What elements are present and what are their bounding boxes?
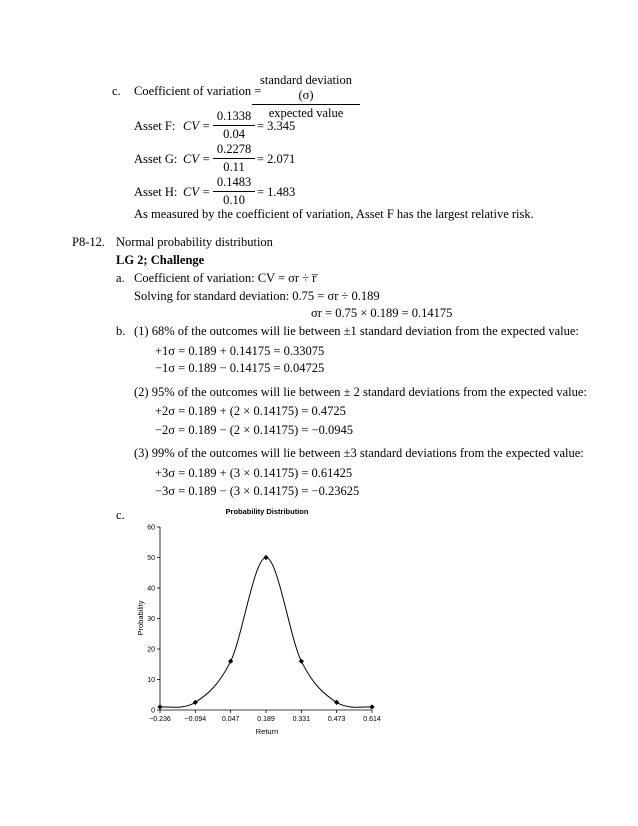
asset-h-result: = 1.483	[257, 185, 296, 199]
part-b1-eq2: −1σ = 0.189 − 0.14175 = 0.04725	[155, 361, 325, 375]
asset-h-numerator: 0.1483	[213, 175, 255, 192]
problem-title: Normal probability distribution	[116, 235, 273, 249]
x-tick-label: 0.331	[292, 716, 311, 723]
part-b-label: b.	[116, 324, 126, 338]
part-b1-text: (1) 68% of the outcomes will lie between ±1 standard deviation from the expected value:	[134, 324, 579, 338]
part-b2-eq1: +2σ = 0.189 + (2 × 0.14175) = 0.4725	[155, 404, 346, 418]
y-tick-label: 20	[147, 646, 155, 654]
learning-goal: LG 2; Challenge	[116, 253, 205, 267]
data-point	[157, 704, 162, 709]
y-tick-label: 60	[147, 524, 155, 532]
asset-g-result: = 2.071	[257, 152, 296, 166]
x-tick-label: 0.473	[327, 716, 346, 723]
cv-definition-denominator: expected value	[268, 106, 344, 120]
data-point	[263, 555, 268, 560]
data-point	[193, 700, 198, 705]
probability-distribution-chart	[110, 500, 410, 750]
x-tick-label: 0.047	[221, 716, 240, 723]
asset-f-name: Asset F:	[134, 119, 176, 133]
part-a-line2: Solving for standard deviation: 0.75 = σr ÷ 0.189	[134, 289, 380, 303]
part-a-label: a.	[116, 271, 125, 285]
asset-g-denominator: 0.11	[223, 160, 245, 174]
asset-g-fraction	[213, 142, 255, 175]
part-a-line3: σr = 0.75 × 0.189 = 0.14175	[311, 306, 453, 320]
asset-h-fraction	[213, 175, 255, 208]
part-b2-eq2: −2σ = 0.189 − (2 × 0.14175) = −0.0945	[155, 423, 353, 437]
asset-f-fraction	[213, 109, 255, 142]
x-axis-label: Return	[255, 727, 279, 736]
part-b2-text: (2) 95% of the outcomes will lie between ± 2 standard deviations from the expected value:	[134, 385, 587, 399]
asset-h-denominator: 0.10	[223, 193, 245, 207]
chart-title: Probability Distribution	[225, 507, 309, 516]
cv-definition-lead: Coefficient of variation =	[134, 84, 262, 98]
part-b3-eq2: −3σ = 0.189 − (3 × 0.14175) = −0.23625	[155, 484, 360, 498]
asset-h-cv: CV =	[183, 185, 211, 199]
part-b1-eq1: +1σ = 0.189 + 0.14175 = 0.33075	[155, 344, 325, 358]
data-point	[369, 704, 374, 709]
y-tick-label: 50	[147, 555, 155, 562]
part-b3-eq1: +3σ = 0.189 + (3 × 0.14175) = 0.61425	[155, 466, 353, 480]
part-c-label: c.	[112, 84, 121, 98]
asset-g-numerator: 0.2278	[213, 142, 255, 159]
problem-number: P8-12.	[72, 235, 105, 249]
y-tick-label: 30	[147, 616, 155, 623]
y-tick-label: 10	[147, 677, 155, 684]
data-point	[228, 659, 233, 664]
conclusion-text: As measured by the coefficient of variation, Asset F has the largest relative risk.	[134, 207, 534, 221]
cv-definition-fraction	[252, 73, 360, 121]
x-tick-label: 0.614	[363, 716, 381, 723]
asset-g-name: Asset G:	[134, 152, 178, 166]
asset-f-result: = 3.345	[257, 119, 296, 133]
x-tick-label: −0.236	[149, 716, 171, 723]
asset-f-numerator: 0.1338	[213, 109, 255, 126]
part-b3-text: (3) 99% of the outcomes will lie between ±3 standard deviations from the expected value:	[134, 446, 584, 460]
y-tick-label: 0	[151, 707, 155, 715]
series-line	[160, 558, 372, 708]
y-tick-label: 40	[147, 585, 155, 593]
data-point	[299, 659, 304, 664]
asset-h-name: Asset H:	[134, 185, 178, 199]
asset-g-cv: CV =	[183, 152, 211, 166]
asset-f-denominator: 0.04	[223, 127, 245, 141]
cv-definition-numerator: standard deviation (σ)	[252, 73, 360, 105]
x-tick-label: 0.189	[257, 716, 275, 723]
part-c2-label: c.	[116, 508, 125, 522]
y-axis-label: Probability	[136, 600, 145, 636]
part-a-line1: Coefficient of variation: CV = σr ÷ r̅	[134, 271, 317, 285]
x-tick-label: −0.094	[184, 716, 207, 723]
data-point	[334, 700, 339, 705]
asset-f-cv: CV =	[183, 119, 211, 133]
